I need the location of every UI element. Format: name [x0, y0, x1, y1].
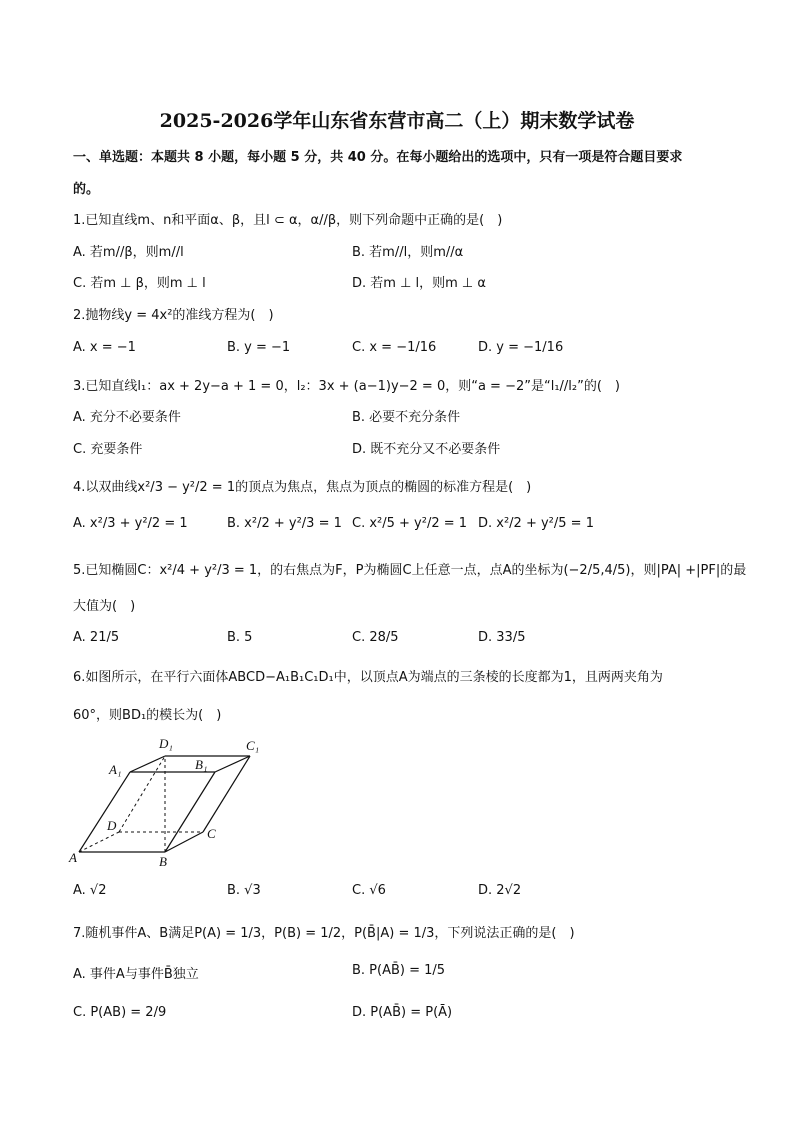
question-6-stem: 6.如图所示，在平行六面体ABCD−A₁B₁C₁D₁中，以顶点A为端点的三条棱的长度都为1，且两两夹角为	[73, 670, 663, 685]
label-b1: B₁	[195, 757, 208, 772]
question-6-stem-cont: 60°，则BD₁的模长为( )	[73, 708, 222, 723]
section-heading: 一、单选题：本题共 8 小题，每小题 5 分，共 40 分。在每小题给出的选项中，只有一项是符合题目要求	[73, 150, 683, 165]
question-5-option-b: B. 5	[227, 630, 253, 645]
question-3-option-b: B. 必要不充分条件	[352, 410, 461, 425]
label-a1: A₁	[109, 762, 122, 777]
question-4-option-c: C. x²/5 + y²/2 = 1	[352, 516, 468, 531]
question-3-stem: 3.已知直线l₁：ax + 2y−a + 1 = 0，l₂：3x + (a−1)y−2 = 0，则“a = −2”是“l₁//l₂”的( )	[73, 379, 621, 394]
question-1-stem: 1.已知直线m、n和平面α、β，且l ⊂ α，α//β，则下列命题中正确的是( )	[73, 213, 503, 228]
question-5-stem-cont: 大值为( )	[73, 599, 136, 614]
question-2-option-a: A. x = −1	[73, 340, 136, 355]
question-5-option-a: A. 21/5	[73, 630, 120, 645]
label-b: B	[159, 854, 167, 869]
question-4-option-b: B. x²/2 + y²/3 = 1	[227, 516, 342, 531]
question-4-option-a: A. x²/3 + y²/2 = 1	[73, 516, 188, 531]
question-7-stem: 7.随机事件A、B满足P(A) = 1/3，P(B) = 1/2，P(B̄|A) = 1/3，下列说法正确的是( )	[73, 926, 575, 941]
question-3-option-a: A. 充分不必要条件	[73, 410, 181, 425]
question-6-option-a: A. √2	[73, 883, 107, 898]
label-d1: D₁	[159, 736, 173, 751]
question-6-option-d: D. 2√2	[478, 883, 522, 898]
question-2-option-d: D. y = −1/16	[478, 340, 564, 355]
question-3-option-c: C. 充要条件	[73, 442, 143, 457]
section-heading-cont: 的。	[73, 182, 100, 197]
question-5-option-d: D. 33/5	[478, 630, 526, 645]
question-2-option-c: C. x = −1/16	[352, 340, 437, 355]
question-5-stem: 5.已知椭圆C：x²/4 + y²/3 = 1，的右焦点为F，P为椭圆C上任意一点，点A的坐标为(−2/5,4/5)，则|PA| +|PF|的最	[73, 563, 747, 578]
question-1-option-c: C. 若m ⊥ β，则m ⊥ l	[73, 276, 206, 291]
question-7-option-a: A. 事件A与事件B̄独立	[73, 967, 199, 982]
question-2-option-b: B. y = −1	[227, 340, 291, 355]
question-3-option-d: D. 既不充分又不必要条件	[352, 442, 501, 457]
question-5-option-c: C. 28/5	[352, 630, 399, 645]
question-4-option-d: D. x²/2 + y²/5 = 1	[478, 516, 594, 531]
question-4-stem: 4.以双曲线x²/3 − y²/2 = 1的顶点为焦点，焦点为顶点的椭圆的标准方程是( )	[73, 480, 532, 495]
label-d: D	[107, 818, 117, 833]
question-2-stem: 2.抛物线y = 4x²的准线方程为( )	[73, 308, 274, 323]
label-c1: C₁	[246, 738, 260, 753]
question-6-option-b: B. √3	[227, 883, 261, 898]
question-1-option-b: B. 若m//l，则m//α	[352, 245, 464, 260]
edge-d-d1	[119, 756, 165, 832]
page-title: 2025-2026学年山东省东营市高二（上）期末数学试卷	[159, 110, 635, 132]
question-1-option-d: D. 若m ⊥ l，则m ⊥ α	[352, 276, 486, 291]
edge-a-a1	[79, 772, 130, 852]
question-7-option-b: B. P(AB̄) = 1/5	[352, 963, 446, 978]
label-a: A	[69, 850, 77, 865]
question-6-option-c: C. √6	[352, 883, 386, 898]
label-c: C	[207, 826, 216, 841]
question-7-option-d: D. P(AB̄) = P(Ā)	[352, 1005, 453, 1020]
question-1-option-a: A. 若m//β，则m//l	[73, 245, 184, 260]
parallelepiped-figure	[65, 734, 275, 874]
question-7-option-c: C. P(AB) = 2/9	[73, 1005, 167, 1020]
